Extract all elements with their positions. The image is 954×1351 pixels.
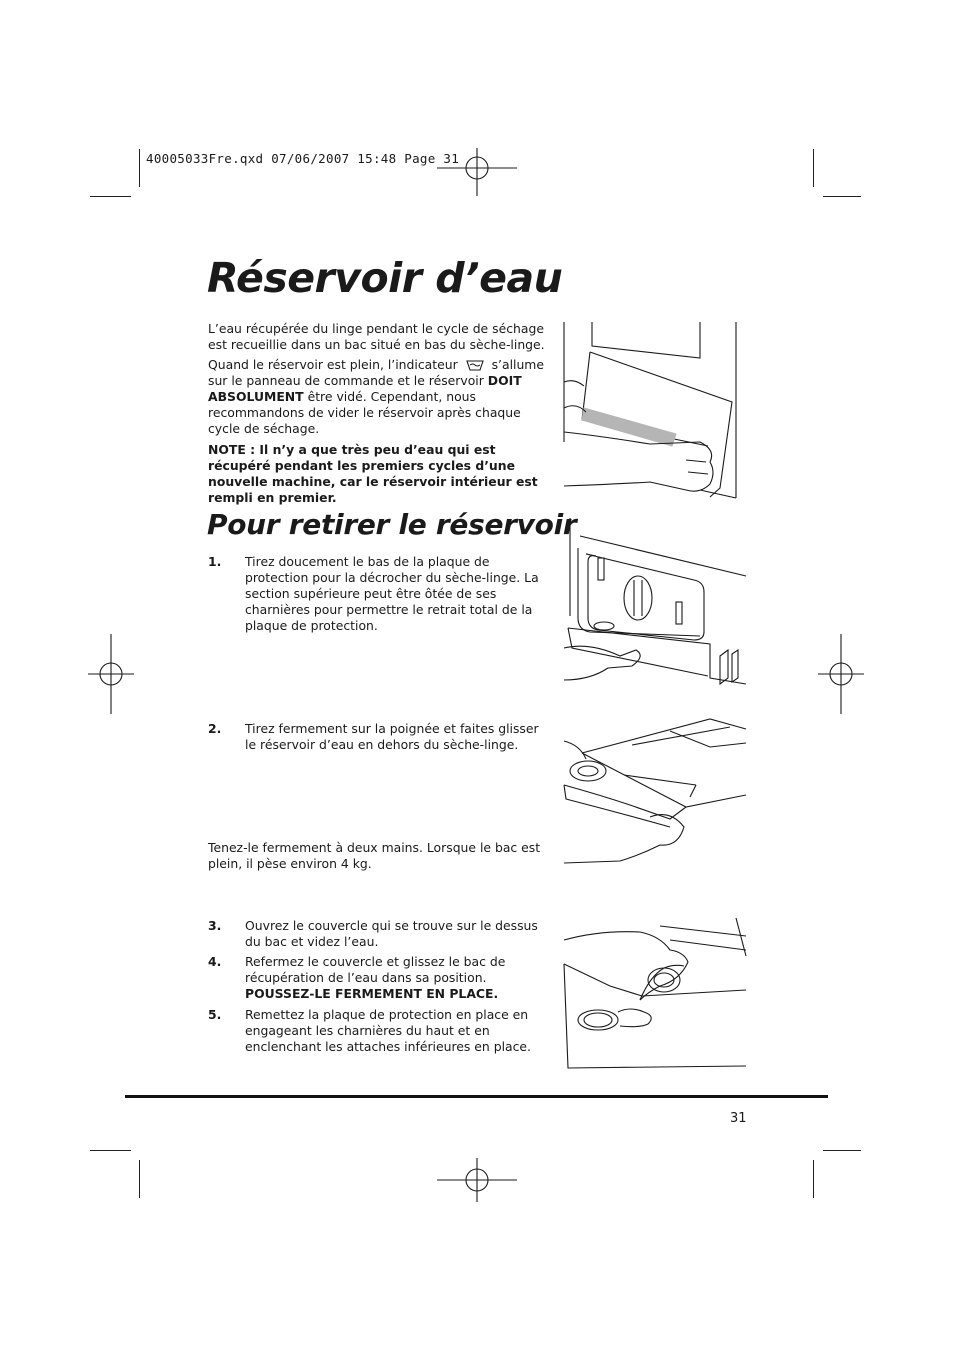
illustration-removing-plate [560, 322, 748, 508]
step-text: Tirez fermement sur la poignée et faites glisser le réservoir d’eau en dehors du sèche-linge. [245, 721, 539, 752]
step-4 [208, 954, 553, 1002]
illustration-emptying-tank [560, 916, 748, 1076]
page-title: Réservoir d’eau [207, 254, 563, 302]
water-tank-indicator-icon [466, 359, 484, 372]
footer-rule [125, 1095, 828, 1098]
hold-note: Tenez-le fermement à deux mains. Lorsque le bac est plein, il pèse environ 4 kg. [208, 840, 541, 871]
step-number: 5. [208, 1007, 222, 1022]
step-5 [208, 1007, 553, 1055]
intro-paragraph: L’eau récupérée du linge pendant le cycle de séchage est recueillie dans un bac situé en bas du sèche-linge. [208, 321, 545, 352]
step-text: Tirez doucement le bas de la plaque de protection pour la décrocher du sèche-linge. La section supérieure peut être ôtée de ses charnières pour permettre le retrait total de la plaque de protection. [245, 554, 539, 633]
registration-mark-icon [818, 634, 864, 714]
print-slug: 40005033Fre.qxd 07/06/2007 15:48 Page 31 [146, 151, 460, 166]
step-4-bold: POUSSEZ-LE FERMEMENT EN PLACE. [245, 986, 499, 1001]
must-bold-text: DOIT ABSOLUMENT [208, 373, 522, 404]
step-text: Remettez la plaque de protection en place en engageant les charnières du haut et en enclenchant les attaches inférieures en place. [245, 1007, 531, 1054]
indicator-text-c: être vidé. Cependant, nous recommandons de vider le réservoir après chaque cycle de séchage. [208, 389, 521, 436]
registration-mark-icon [437, 1158, 517, 1202]
step-text [245, 954, 553, 1002]
step-number: 2. [208, 721, 222, 736]
step-number: 3. [208, 918, 222, 933]
illustration-pulling-tank [560, 715, 748, 865]
indicator-paragraph [208, 357, 553, 437]
step-2 [208, 721, 553, 753]
step-number: 1. [208, 554, 222, 569]
section-subtitle: Pour retirer le réservoir [207, 508, 577, 541]
page-number: 31 [730, 1111, 747, 1126]
step-1 [208, 554, 553, 634]
indicator-text-a: Quand le réservoir est plein, l’indicateur [208, 357, 458, 372]
registration-mark-icon [437, 148, 517, 196]
step-3 [208, 918, 553, 950]
step-number: 4. [208, 954, 222, 969]
note-paragraph: NOTE : Il n’y a que très peu d’eau qui est récupéré pendant les premiers cycles d’une nouvelle machine, car le réservoir intérieur est rempli en premier. [208, 442, 538, 505]
step-text: Ouvrez le couvercle qui se trouve sur le dessus du bac et videz l’eau. [245, 918, 538, 949]
registration-mark-icon [88, 634, 134, 714]
indicator-text-b: s’allume sur le panneau de commande et le réservoir [208, 357, 544, 388]
illustration-tank-access [560, 518, 748, 704]
step-4-text: Refermez le couvercle et glissez le bac de récupération de l’eau dans sa position. [245, 954, 506, 985]
